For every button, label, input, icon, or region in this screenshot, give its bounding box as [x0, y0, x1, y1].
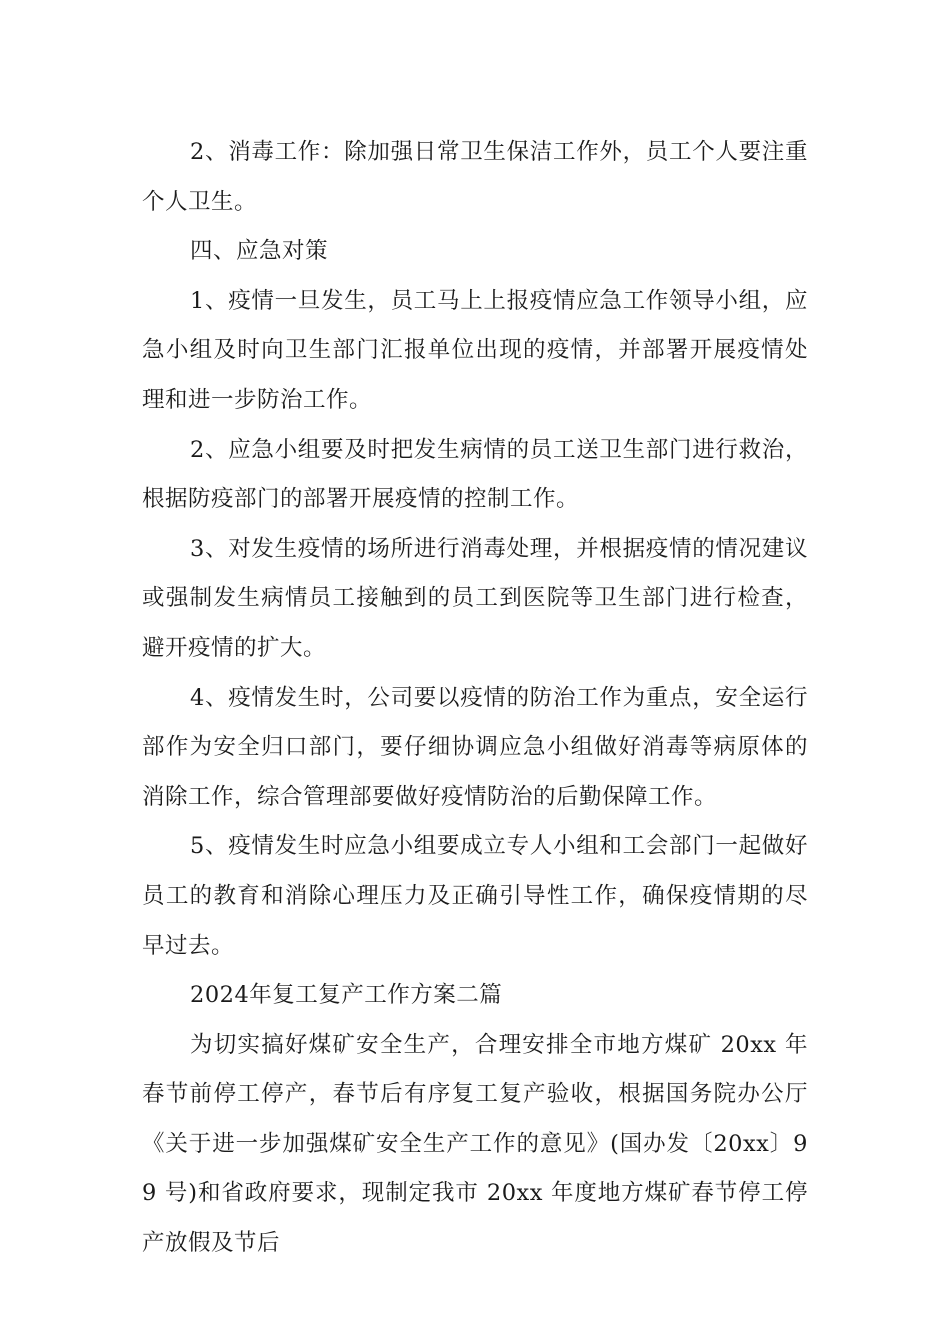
document-body — [142, 128, 808, 1269]
paragraph-emergency-4: 4、疫情发生时，公司要以疫情的防治工作为重点，安全运行部作为安全归口部门，要仔细协调应急小组做好消毒等病原体的消除工作，综合管理部要做好疫情防治的后勤保障工作。 — [142, 684, 808, 810]
paragraph-disinfection: 2、消毒工作：除加强日常卫生保洁工作外，员工个人要注重个人卫生。 — [142, 139, 808, 215]
section-title-plan-two: 2024年复工复产工作方案二篇 — [190, 982, 503, 1009]
section-heading-emergency-measures: 四、应急对策 — [190, 238, 329, 265]
paragraph-plan-intro: 为切实搞好煤矿安全生产，合理安排全市地方煤矿 20xx 年春节前停工停产，春节后有序复工复产验收，根据国务院办公厅《关于进一步加强煤矿安全生产工作的意见》(国办发〔20xx〕99 号)和省政府要求，现制定我市 20xx 年度地方煤矿春节停工停产放假及节后 — [142, 1031, 808, 1257]
paragraph-emergency-1: 1、疫情一旦发生，员工马上上报疫情应急工作领导小组，应急小组及时向卫生部门汇报单位出现的疫情，并部署开展疫情处理和进一步防治工作。 — [142, 287, 808, 413]
paragraph-emergency-5: 5、疫情发生时应急小组要成立专人小组和工会部门一起做好员工的教育和消除心理压力及正确引导性工作，确保疫情期的尽早过去。 — [142, 833, 808, 959]
paragraph-emergency-3: 3、对发生疫情的场所进行消毒处理，并根据疫情的情况建议或强制发生病情员工接触到的员工到医院等卫生部门进行检查，避开疫情的扩大。 — [142, 535, 808, 661]
paragraph-emergency-2: 2、应急小组要及时把发生病情的员工送卫生部门进行救治，根据防疫部门的部署开展疫情的控制工作。 — [142, 436, 808, 513]
